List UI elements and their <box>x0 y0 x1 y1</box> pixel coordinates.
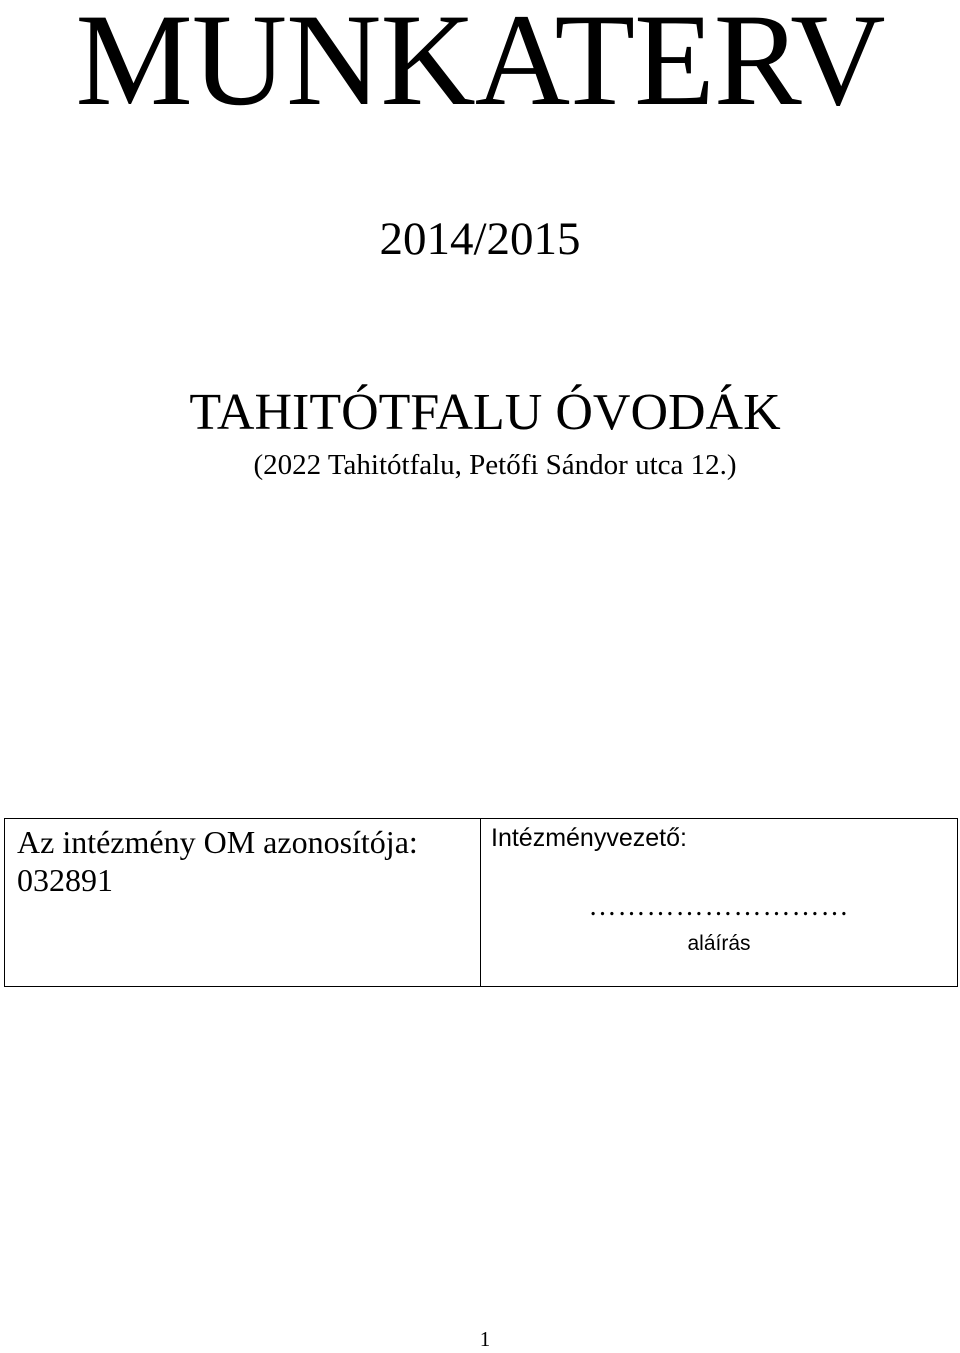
om-identifier-number: 032891 <box>17 862 113 898</box>
school-year: 2014/2015 <box>379 213 581 265</box>
institution-name: TAHITÓTFALU ÓVODÁK <box>189 384 781 441</box>
signature-line: ……………………… <box>588 891 850 922</box>
signature-label: aláírás <box>687 932 751 955</box>
info-box <box>4 818 958 987</box>
institution-address: (2022 Tahitótfalu, Petőfi Sándor utca 12.) <box>253 449 737 481</box>
institution-leader-label: Intézményvezető: <box>491 824 687 852</box>
om-identifier-label: Az intézmény OM azonosítója: <box>17 824 418 860</box>
document-title: MUNKATERV <box>75 0 885 133</box>
institution-leader-cell <box>481 819 957 986</box>
om-identifier-cell <box>5 819 481 986</box>
page-number: 1 <box>479 1327 491 1351</box>
